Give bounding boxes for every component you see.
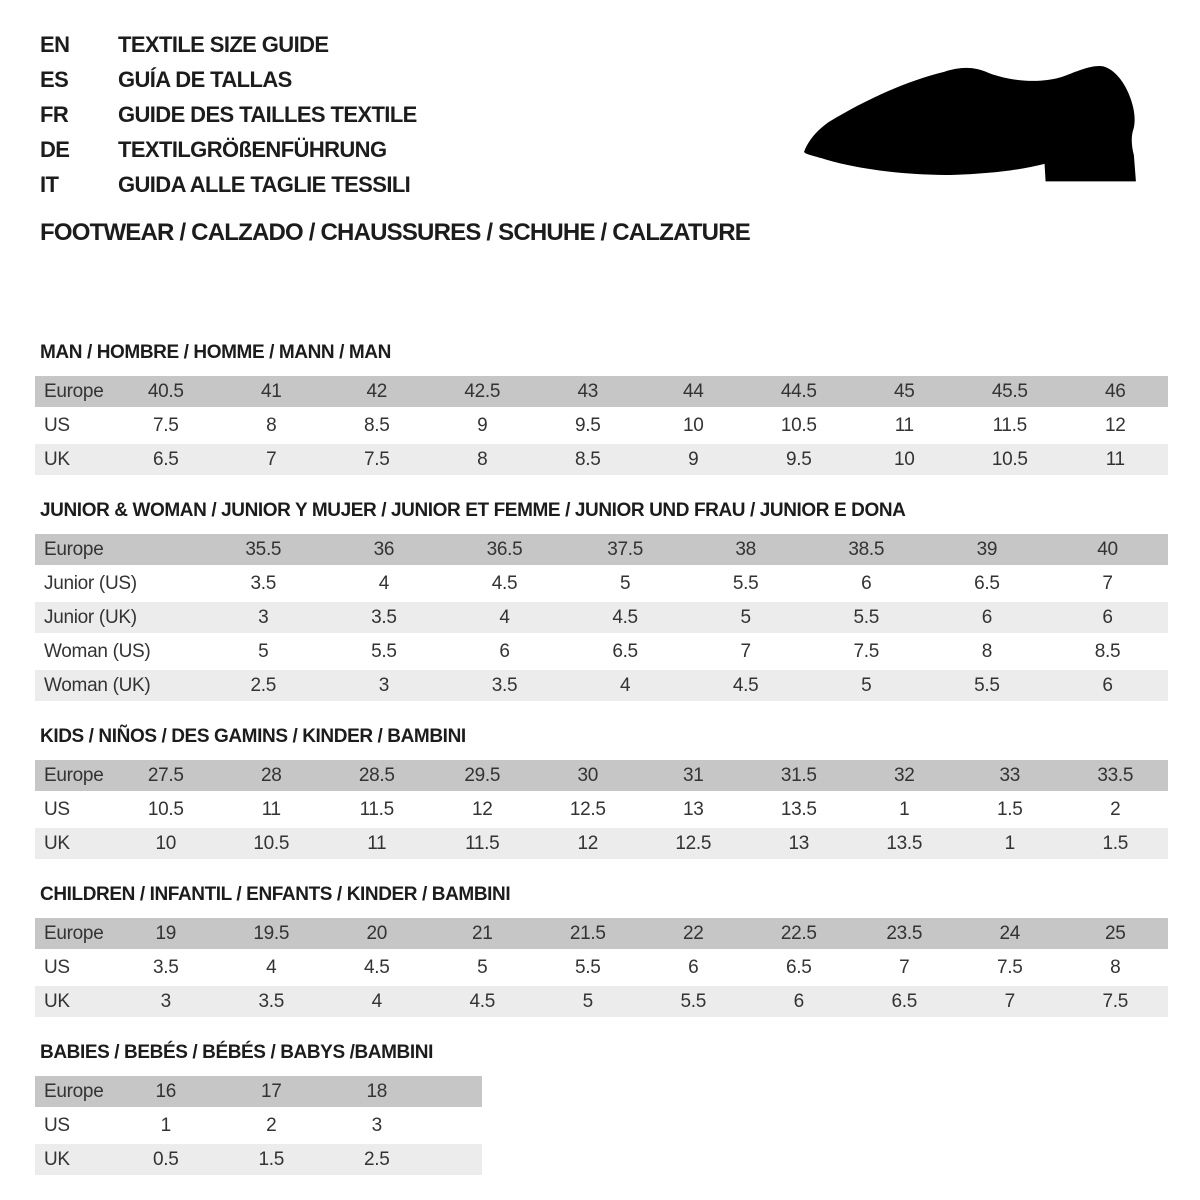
size-cell: 6.5 [113,444,219,475]
size-cell: 7.5 [152,414,179,436]
size-cell: 31 [641,760,747,791]
size-cell: 36 [324,534,445,565]
size-cell: 11.5 [430,828,536,859]
size-cell: 4 [565,670,686,701]
size-cell: 5.5 [641,986,747,1017]
size-table-junior-woman [35,531,1168,704]
size-cell: 5.5 [371,640,397,662]
size-cell: 2 [1110,798,1121,820]
section-title-children: CHILDREN / INFANTIL / ENFANTS / KINDER / BAMBINI [40,884,511,905]
filler-cell [430,1144,482,1175]
size-cell: 3 [203,602,324,633]
row-label: Woman (UK) [35,670,203,701]
size-cell: 4.5 [491,572,518,594]
size-cell: 21 [430,918,536,949]
size-cell: 27.5 [113,760,219,791]
size-cell: 4 [444,602,565,633]
language-code: IT [40,171,59,197]
size-cell: 7 [899,956,910,978]
size-table-man [35,373,1168,478]
section-title-junior-woman: JUNIOR & WOMAN / JUNIOR Y MUJER / JUNIOR ET FEMME / JUNIOR UND FRAU / JUNIOR E DONA [40,500,906,521]
size-cell: 6.5 [785,956,812,978]
size-cell: 23.5 [852,918,958,949]
language-code: DE [40,136,70,162]
size-cell: 1 [899,798,910,820]
row-label: Europe [35,534,203,565]
size-cell: 6 [1047,670,1168,701]
row-label: Europe [35,760,113,791]
shoe-icon [802,62,1142,188]
size-cell: 8 [430,444,536,475]
size-cell: 6 [1047,602,1168,633]
size-cell: 37.5 [565,534,686,565]
size-cell: 18 [324,1076,430,1107]
size-cell: 6 [746,986,852,1017]
size-cell: 7.5 [853,640,880,662]
size-cell: 10.5 [957,444,1063,475]
size-cell: 3.5 [324,602,445,633]
size-cell: 5.5 [806,602,927,633]
size-cell: 12.5 [641,828,747,859]
language-title: GUÍA DE TALLAS [118,66,292,92]
size-cell: 5 [477,956,488,978]
table-row [35,602,1168,633]
size-cell: 5.5 [732,572,759,594]
size-cell: 6 [499,640,510,662]
size-cell: 9 [477,414,488,436]
size-cell: 11 [894,414,914,436]
size-cell: 4.5 [430,986,536,1017]
table-row [35,410,1168,441]
size-cell: 11.5 [992,414,1027,436]
size-cell: 1 [957,828,1063,859]
size-cell: 11.5 [359,798,394,820]
row-label: Junior (US) [44,572,137,594]
size-cell: 9 [641,444,747,475]
size-cell: 46 [1063,376,1169,407]
size-table-kids [35,757,1168,862]
category-heading: FOOTWEAR / CALZADO / CHAUSSURES / SCHUHE / CALZATURE [40,219,750,246]
size-cell: 7 [1102,572,1113,594]
size-cell: 8.5 [1094,640,1121,662]
size-cell: 30 [535,760,641,791]
size-cell: 13.5 [780,798,817,820]
size-cell: 13 [746,828,852,859]
size-cell: 3 [324,670,445,701]
size-cell: 38 [685,534,806,565]
row-label: Europe [35,376,113,407]
language-code: FR [40,101,69,127]
section-title-babies: BABIES / BEBÉS / BÉBÉS / BABYS /BAMBINI [40,1042,433,1063]
size-cell: 5 [806,670,927,701]
size-cell: 42 [324,376,430,407]
size-cell: 12 [471,798,493,820]
filler-cell [430,1110,482,1141]
table-row [35,986,1168,1017]
size-cell: 38.5 [806,534,927,565]
size-cell: 4 [324,986,430,1017]
size-cell: 10 [113,828,219,859]
size-tables-area [35,342,1175,1178]
size-cell: 3.5 [152,956,179,978]
size-cell: 44 [641,376,747,407]
size-cell: 8 [981,640,992,662]
size-cell: 17 [219,1076,325,1107]
section-title-kids: KIDS / NIÑOS / DES GAMINS / KINDER / BAMBINI [40,726,466,747]
table-row [35,636,1168,667]
row-label: UK [35,828,113,859]
size-cell: 11 [324,828,430,859]
size-table-children [35,915,1168,1020]
table-row [35,568,1168,599]
size-cell: 4.5 [363,956,390,978]
size-cell: 10 [852,444,958,475]
size-cell: 40.5 [113,376,219,407]
size-cell: 0.5 [113,1144,219,1175]
table-row [35,670,1168,701]
size-cell: 7 [740,640,751,662]
size-cell: 35.5 [203,534,324,565]
size-cell: 28.5 [324,760,430,791]
size-cell: 42.5 [430,376,536,407]
size-cell: 1.5 [219,1144,325,1175]
section-title-man: MAN / HOMBRE / HOMME / MANN / MAN [40,342,391,363]
size-cell: 7 [957,986,1063,1017]
size-cell: 7.5 [1063,986,1169,1017]
row-label: Europe [35,918,113,949]
size-cell: 13 [682,798,704,820]
size-cell: 10.5 [147,798,184,820]
size-cell: 7.5 [324,444,430,475]
size-cell: 3 [371,1114,382,1136]
size-cell: 4.5 [565,602,686,633]
size-cell: 3 [113,986,219,1017]
size-cell: 22 [641,918,747,949]
table-row [35,794,1168,825]
size-cell: 21.5 [535,918,641,949]
size-cell: 36.5 [444,534,565,565]
table-row [35,1110,482,1141]
language-title: TEXTILE SIZE GUIDE [118,31,329,57]
size-cell: 1 [160,1114,171,1136]
size-cell: 33.5 [1063,760,1169,791]
size-cell: 8.5 [535,444,641,475]
size-cell: 6.5 [974,572,1000,594]
size-cell: 9.5 [574,414,601,436]
size-cell: 5 [535,986,641,1017]
filler-cell [430,1076,482,1107]
size-section-kids [35,726,1175,862]
size-cell: 9.5 [746,444,852,475]
size-cell: 2 [266,1114,277,1136]
row-label: UK [35,1144,113,1175]
size-section-babies [35,1042,1175,1178]
size-cell: 1.5 [996,798,1023,820]
language-code: EN [40,31,70,57]
size-cell: 2.5 [203,670,324,701]
language-code: ES [40,66,69,92]
size-cell: 40 [1047,534,1168,565]
size-section-junior-woman [35,500,1175,704]
size-cell: 3.5 [219,986,325,1017]
size-cell: 5 [619,572,631,594]
size-cell: 44.5 [746,376,852,407]
size-cell: 43 [535,376,641,407]
row-label: Europe [35,1076,113,1107]
size-cell: 3.5 [444,670,565,701]
row-label: US [44,414,70,436]
size-cell: 33 [957,760,1063,791]
size-cell: 5 [685,602,806,633]
size-cell: 6.5 [612,640,638,662]
size-cell: 5.5 [574,956,601,978]
size-cell: 8 [266,414,277,436]
table-row [35,952,1168,983]
table-row [35,534,1168,565]
size-cell: 24 [957,918,1063,949]
row-label: UK [35,444,113,475]
size-cell: 45 [852,376,958,407]
size-cell: 16 [113,1076,219,1107]
size-cell: 2.5 [324,1144,430,1175]
size-cell: 7.5 [996,956,1023,978]
size-section-children [35,884,1175,1020]
size-cell: 20 [324,918,430,949]
size-cell: 22.5 [746,918,852,949]
language-row-en [40,27,1200,62]
size-cell: 45.5 [957,376,1063,407]
size-cell: 31.5 [746,760,852,791]
size-cell: 10.5 [780,414,817,436]
size-cell: 13.5 [852,828,958,859]
language-title: GUIDA ALLE TAGLIE TESSILI [118,171,411,197]
size-cell: 29.5 [430,760,536,791]
size-cell: 11 [1063,444,1169,475]
row-label: UK [35,986,113,1017]
row-label: US [44,798,70,820]
size-cell: 12 [535,828,641,859]
size-cell: 12.5 [569,798,606,820]
size-cell: 6 [688,956,699,978]
size-cell: 6.5 [852,986,958,1017]
size-cell: 19.5 [219,918,325,949]
table-row [35,376,1168,407]
size-cell: 5 [258,640,269,662]
size-cell: 4.5 [685,670,806,701]
size-cell: 28 [219,760,325,791]
row-label: Junior (UK) [35,602,203,633]
table-row [35,444,1168,475]
size-cell: 6 [861,572,872,594]
size-cell: 11 [261,798,281,820]
size-cell: 3.5 [250,572,277,594]
size-cell: 39 [927,534,1048,565]
row-label: Woman (US) [44,640,151,662]
language-title: GUIDE DES TAILLES TEXTILE [118,101,417,127]
table-row [35,760,1168,791]
size-cell: 6 [927,602,1048,633]
size-cell: 1.5 [1063,828,1169,859]
table-row [35,918,1168,949]
size-cell: 19 [113,918,219,949]
size-cell: 12 [1104,414,1126,436]
page-header [0,0,1200,247]
table-row [35,1076,482,1107]
size-cell: 10.5 [219,828,325,859]
size-cell: 41 [219,376,325,407]
size-cell: 8.5 [363,414,390,436]
size-cell: 25 [1063,918,1169,949]
table-row [35,1144,482,1175]
table-row [35,828,1168,859]
size-cell: 5.5 [927,670,1048,701]
row-label: US [44,1114,70,1136]
size-section-man [35,342,1175,478]
size-table-babies [35,1073,482,1178]
size-cell: 4 [266,956,277,978]
size-cell: 7 [219,444,325,475]
size-cell: 10 [682,414,704,436]
size-cell: 32 [852,760,958,791]
row-label: US [44,956,70,978]
size-cell: 4 [378,572,390,594]
size-cell: 8 [1110,956,1121,978]
language-title: TEXTILGRÖßENFÜHRUNG [118,136,387,162]
